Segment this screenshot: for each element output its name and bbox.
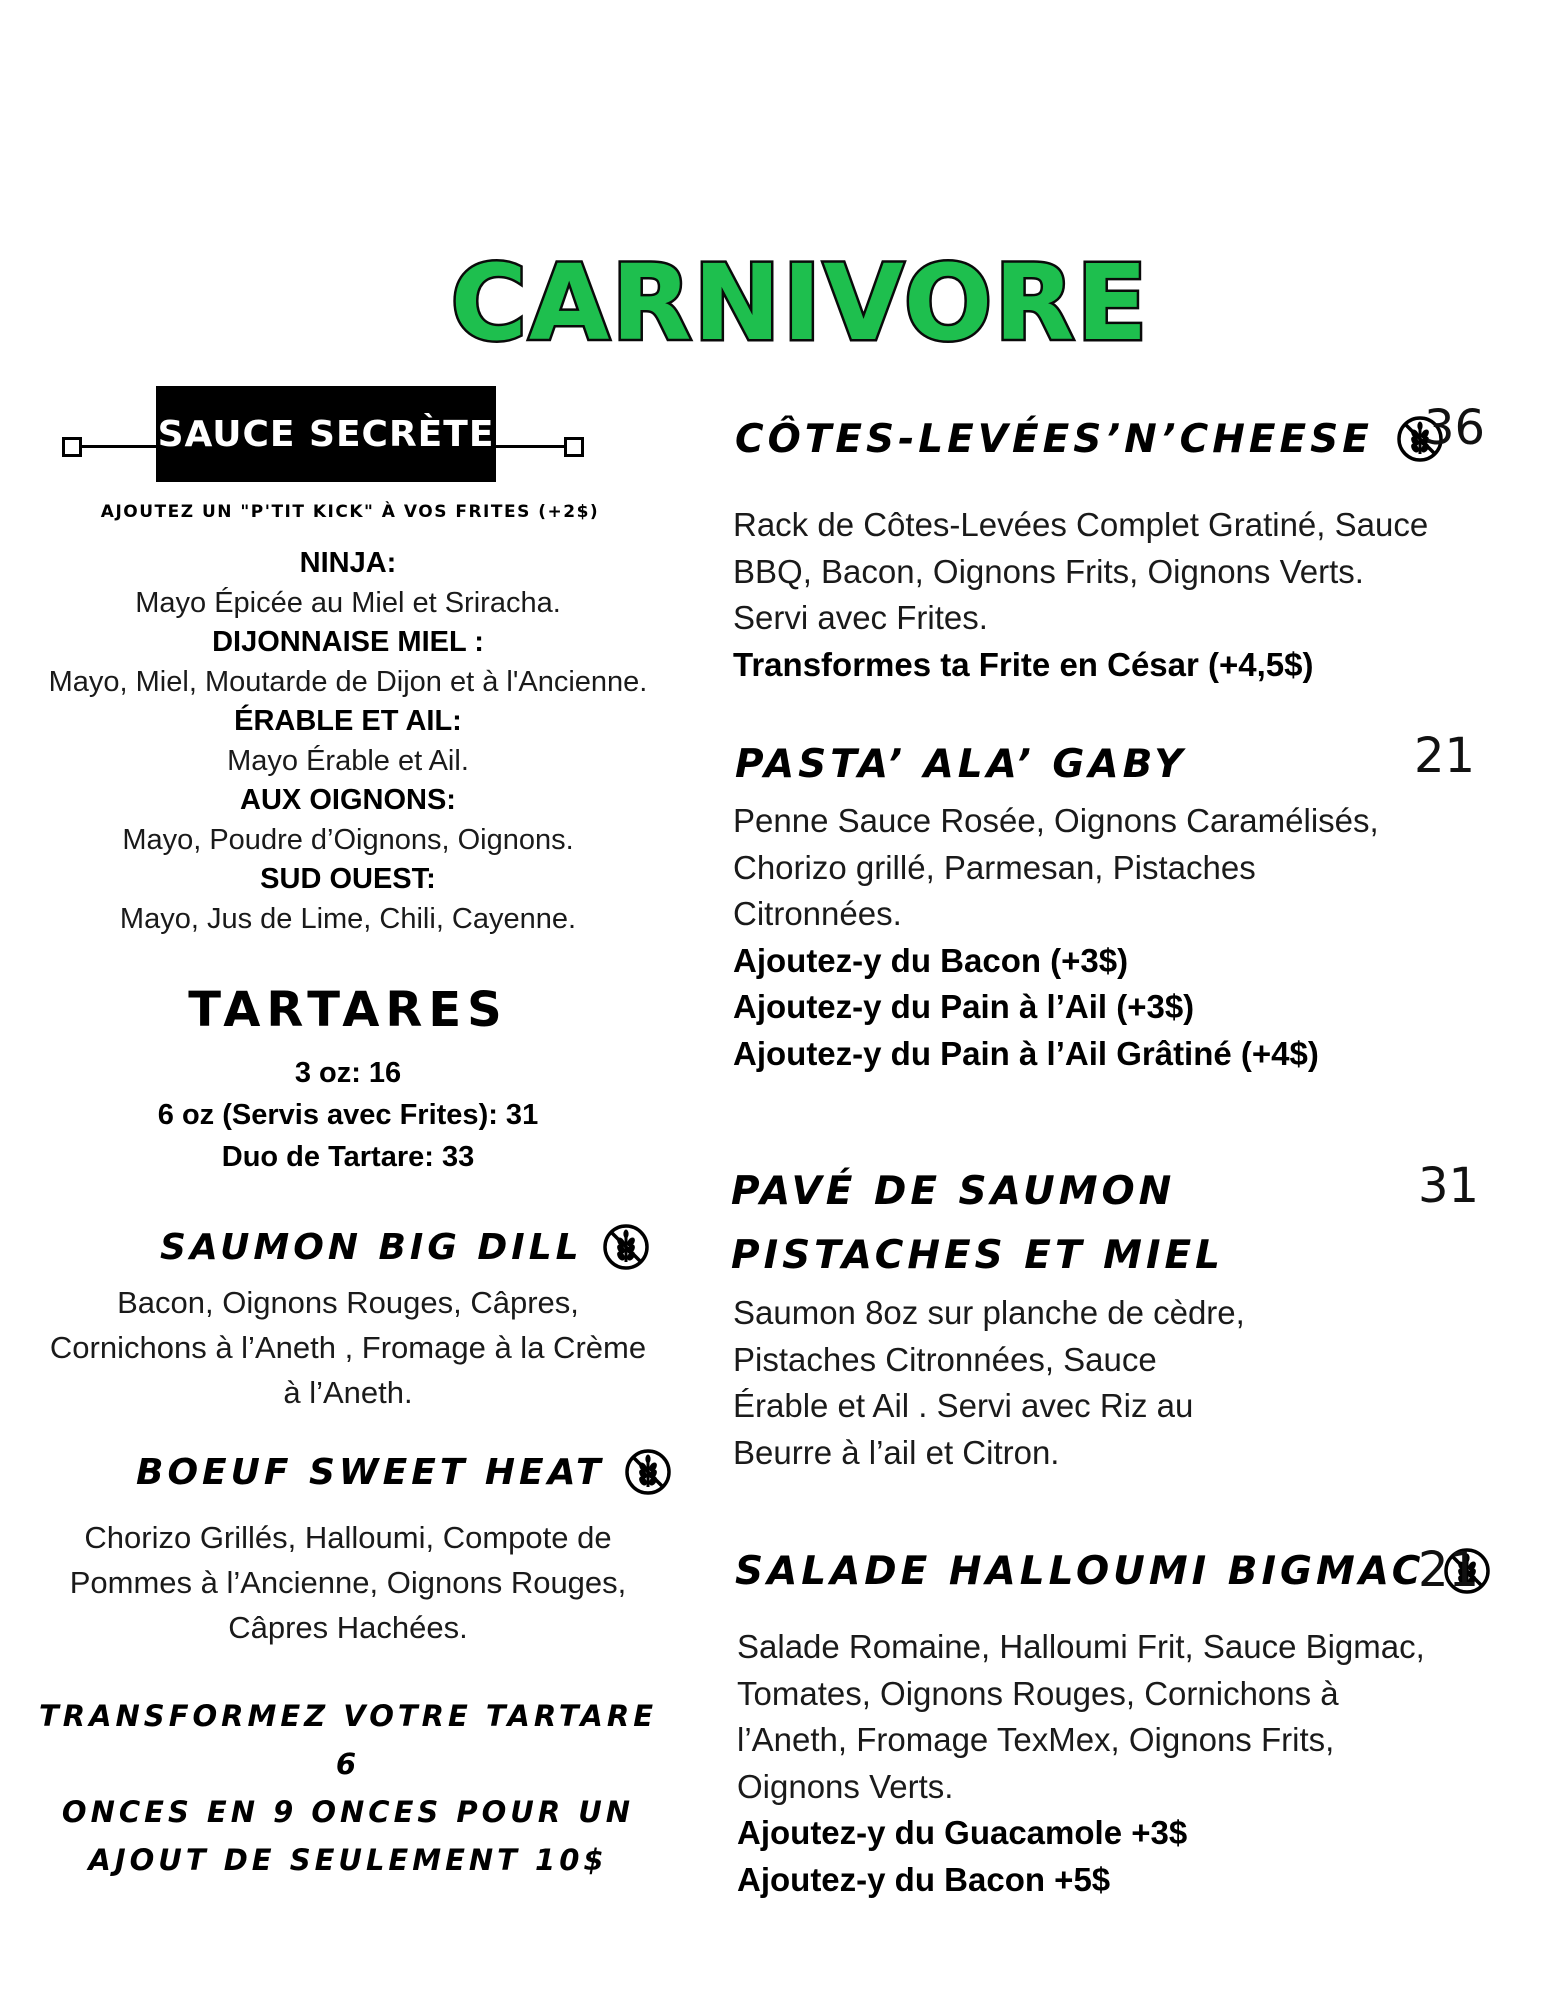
desc-line: Cornichons à l’Aneth , Fromage à la Crème [49, 1330, 647, 1365]
desc-line: Saumon 8oz sur planche de cèdre, [733, 1294, 1245, 1331]
dish-price: 31 [1418, 1158, 1480, 1214]
desc-line: Salade Romaine, Halloumi Frit, Sauce Bigmac, [737, 1628, 1425, 1665]
desc-line: à l’Aneth. [283, 1375, 413, 1410]
desc-line: Érable et Ail . Servi avec Riz au [733, 1387, 1194, 1424]
desc-line: Penne Sauce Rosée, Oignons Caramélisés, [733, 802, 1379, 839]
sauce-desc: Mayo Érable et Ail. [227, 744, 469, 777]
sauce-desc: Mayo, Miel, Moutarde de Dijon et à l'Ancienne. [48, 665, 648, 698]
sauce-name: ÉRABLE ET AIL: [234, 705, 462, 737]
sauce-subtitle: AJOUTEZ UN "P'TIT KICK" À VOS FRITES (+2$) [100, 502, 600, 522]
desc-line: Beurre à l’ail et Citron. [733, 1433, 1060, 1471]
desc-line: Servi avec Frites. [733, 599, 988, 636]
boeuf-sweet-heat-desc [36, 1515, 660, 1650]
tartare-price: 6 oz (Servis avec Frites): 31 [157, 1099, 539, 1131]
desc-line: l’Aneth, Fromage TexMex, Oignons Frits, [737, 1721, 1335, 1758]
dish-price: 36 [1424, 400, 1486, 456]
page-title: CARNIVORE [450, 242, 1150, 364]
deco-square-left [62, 437, 82, 457]
extra-line: Transformes ta Frite en César (+4,5$) [733, 645, 1314, 683]
sauce-name: SUD OUEST: [260, 863, 436, 895]
saumon-big-dill-title [160, 1222, 651, 1272]
dish-name: SAUMON BIG DILL [160, 1226, 583, 1268]
tartares-prices [36, 1052, 660, 1178]
deco-line-right [494, 445, 564, 448]
sauce-list [36, 544, 660, 939]
salade-halloumi-title [735, 1546, 1492, 1596]
pasta-gaby-title: PASTA’ ALA’ GABY [735, 742, 1187, 787]
dish-price: 21 [1414, 728, 1476, 784]
desc-line: Chorizo grillé, Parmesan, Pistaches [733, 848, 1256, 886]
extra-line: Ajoutez-y du Bacon (+3$) [733, 941, 1129, 979]
sauce-desc: Mayo, Jus de Lime, Chili, Cayenne. [119, 902, 577, 935]
dish-name: SALADE HALLOUMI BIGMAC [735, 1548, 1425, 1594]
tartare-promo [36, 1692, 660, 1884]
desc-line: Pistaches Citronnées, Sauce [733, 1340, 1157, 1378]
desc-line: Bacon, Oignons Rouges, Câpres, [117, 1285, 579, 1320]
tartare-price: Duo de Tartare: 33 [221, 1141, 475, 1173]
desc-line: Chorizo Grillés, Halloumi, Compote de [84, 1520, 612, 1555]
promo-line: ONCES EN 9 ONCES POUR UN [61, 1795, 635, 1829]
dish-name-line: PAVÉ DE SAUMON [731, 1169, 1176, 1214]
tartares-heading: TARTARES [188, 982, 508, 1038]
pasta-gaby-desc [733, 798, 1453, 1077]
extra-line: Ajoutez-y du Pain à l’Ail (+3$) [733, 988, 1195, 1025]
desc-line: BBQ, Bacon, Oignons Frits, Oignons Verts. [733, 552, 1364, 590]
cotes-levees-title [735, 414, 1445, 464]
sauce-name: NINJA: [299, 547, 397, 579]
promo-line: AJOUT DE SEULEMENT 10$ [88, 1843, 608, 1877]
desc-line: Pommes à l’Ancienne, Oignons Rouges, [69, 1565, 627, 1600]
saumon-big-dill-desc [36, 1280, 660, 1415]
sauce-name: AUX OIGNONS: [240, 784, 456, 816]
deco-square-right [564, 437, 584, 457]
dish-price: 21 [1418, 1542, 1480, 1598]
sauce-heading: SAUCE SECRÈTE [156, 386, 496, 482]
gluten-free-icon [623, 1447, 673, 1497]
tartare-price: 3 oz: 16 [294, 1057, 402, 1089]
pave-saumon-title [731, 1160, 1224, 1288]
desc-line: Câpres Hachées. [228, 1610, 468, 1645]
extra-line: Ajoutez-y du Guacamole +3$ [737, 1814, 1188, 1851]
salade-halloumi-desc [737, 1624, 1457, 1903]
extra-line: Ajoutez-y du Pain à l’Ail Grâtiné (+4$) [733, 1034, 1319, 1072]
desc-line: Oignons Verts. [737, 1767, 954, 1805]
pave-saumon-desc [733, 1290, 1453, 1476]
desc-line: Tomates, Oignons Rouges, Cornichons à [737, 1674, 1339, 1712]
desc-line: Citronnées. [733, 895, 902, 932]
gluten-free-icon [601, 1222, 651, 1272]
sauce-desc: Mayo, Poudre d’Oignons, Oignons. [122, 823, 574, 856]
sauce-desc: Mayo Épicée au Miel et Sriracha. [135, 586, 561, 619]
dish-name: CÔTES-LEVÉES’N’CHEESE [735, 416, 1373, 462]
sauce-name: DIJONNAISE MIEL : [212, 626, 484, 658]
dish-name-line: PISTACHES ET MIEL [731, 1233, 1224, 1278]
deco-line-left [82, 445, 158, 448]
cotes-levees-desc [733, 502, 1453, 688]
boeuf-sweet-heat-title [136, 1447, 673, 1497]
dish-name: BOEUF SWEET HEAT [136, 1451, 605, 1493]
promo-line: TRANSFORMEZ VOTRE TARTARE 6 [38, 1699, 658, 1781]
extra-line: Ajoutez-y du Bacon +5$ [737, 1860, 1111, 1898]
desc-line: Rack de Côtes-Levées Complet Gratiné, Sauce [733, 506, 1429, 543]
